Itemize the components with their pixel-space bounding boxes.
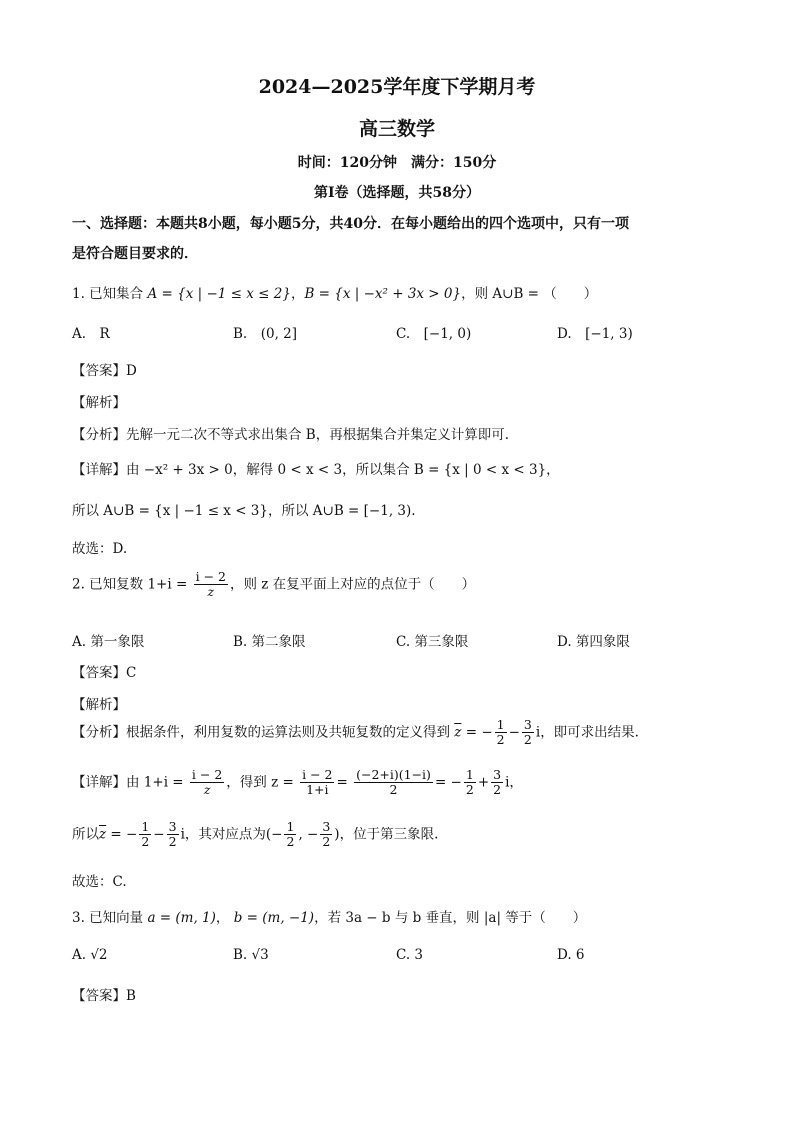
q2-fenxi-post: ，即可求出结果. (540, 724, 639, 741)
q2-option-d: D. 第四象限 (557, 634, 630, 650)
q2-conclusion: 故选：C. (72, 874, 127, 890)
q1-answer (72, 359, 137, 379)
q3-option-c: C. 3 (396, 947, 424, 963)
q2-detail-tag: 【详解】 (72, 774, 126, 791)
q2-frac-three-half: $\frac{3}{2}$ (523, 717, 532, 748)
exam-title: 2024—2025学年度下学期月考 (258, 76, 536, 98)
q2-detail-line2-mid: ，其对应点为 (184, 826, 266, 843)
question-1: 1. 已知集合 A = {x | −1 ≤ x ≤ 2}，B = {x | −x² + 3x > 0}，则 A∪B = （ ） (72, 286, 598, 302)
q1-answer-tag: 【答案】 (72, 363, 126, 379)
q1-option-a: A. R (72, 326, 110, 342)
question-3: 3. 已知向量 a = (m, 1)， b = (m, −1)，若 3a − b 与 b 垂直，则 |a| 等于（ ） (72, 910, 587, 926)
q1-option-b: B. (0, 2] (233, 326, 298, 342)
q3-prefix: 3. 已知向量 (72, 910, 144, 926)
q2-detail-line2-post: ，位于第三象限. (339, 826, 439, 843)
q3-answer-tag: 【答案】 (72, 988, 126, 1004)
q1-fenxi (72, 423, 509, 443)
q2-frac-den: z (207, 584, 215, 600)
q1-detail-line2: 所以 A∪B = {x | −1 ≤ x < 3}，所以 A∪B = [−1, 3). (72, 503, 416, 519)
q1-conclusion: 故选：D. (72, 541, 128, 557)
q2-answer-tag: 【答案】 (72, 665, 126, 681)
q2-fenxi-pre: 根据条件，利用复数的运算法则及共轭复数的定义得到 (126, 724, 450, 741)
q2-answer (72, 661, 136, 681)
q3-option-b: B. √3 (233, 947, 269, 963)
q2-option-a: A. 第一象限 (72, 634, 145, 650)
q3-answer-value: B (126, 988, 136, 1004)
exam-info: 时间：120分钟 满分：150分 (297, 155, 497, 171)
q2-detail: 【详解】由 1+i = $\frac{i - 2}{z}$ ，得到 z = $\frac{i - 2}{1+i}$ = $\frac{(-2+i)(1-i)}{2}$ = − $\frac{1}{2}$ + $\frac{3}{2}$ i， (72, 767, 523, 798)
subject-title: 高三数学 (358, 118, 435, 140)
q1-analysis-tag: 【解析】 (72, 395, 126, 411)
q1-fenxi-tag: 【分析】 (72, 427, 126, 443)
q1-set-b: B = {x | −x² + 3x > 0} (304, 286, 462, 302)
q2-detail-frac2: $\frac{i - 2}{1+i}$ (302, 767, 333, 798)
q1-prefix: 1. 已知集合 (72, 286, 144, 302)
q2-detail-line2-pre: 所以 (72, 826, 99, 843)
q1-suffix: ，则 A∪B = （ ） (461, 286, 598, 302)
q2-frac-half: $\frac{1}{2}$ (496, 717, 505, 748)
q2-frac-num: i − 2 (195, 569, 226, 584)
q2-z-conj: $\overline{z}$ (454, 724, 462, 741)
q2-option-b: B. 第二象限 (233, 634, 306, 650)
q2-detail-mid1: ，得到 z = (226, 774, 294, 791)
q2-answer-value: C (126, 665, 137, 681)
q2-detail-frac1: $\frac{i - 2}{z}$ (191, 767, 223, 798)
q1-set-a: A = {x | −1 ≤ x ≤ 2} (147, 286, 291, 302)
q2-detail-pre: 由 1+i = (126, 774, 184, 791)
q2-detail-frac5: $\frac{3}{2}$ (493, 767, 502, 798)
q1-option-d: D. [−1, 3) (557, 326, 633, 342)
q1-option-c: C. [−1, 0) (396, 326, 472, 342)
q2-prefix: 2. 已知复数 1+i = (72, 576, 188, 593)
q3-mid: ，若 3a − b 与 b 垂直，则 |a| 等于（ ） (314, 910, 587, 926)
q2-detail-frac3: $\frac{(-2+i)(1-i)}{2}$ (356, 767, 431, 798)
q3-option-a: A. √2 (72, 947, 108, 963)
q3-option-d: D. 6 (557, 947, 585, 963)
q3-answer (72, 984, 136, 1004)
q2-analysis-tag: 【解析】 (72, 697, 126, 713)
part1-instructions-line1: 一、选择题：本题共8小题，每小题5分，共40分．在每小题给出的四个选项中，只有一项 (72, 216, 629, 232)
q1-detail (72, 458, 560, 478)
section-title: 第Ⅰ卷（选择题，共58分） (313, 185, 481, 201)
q1-detail-tag: 【详解】 (72, 462, 126, 478)
q2-fenxi-tag: 【分析】 (72, 724, 126, 741)
part1-instructions-line2: 是符合题目要求的． (72, 246, 198, 262)
q3-vector-b: b = (m, −1) (233, 910, 315, 926)
q2-suffix: ，则 z 在复平面上对应的点位于（ ） (229, 576, 476, 593)
q2-option-c: C. 第三象限 (396, 634, 469, 650)
q2-fraction (194, 570, 228, 600)
q2-fenxi: 【分析】根据条件，利用复数的运算法则及共轭复数的定义得到 $\overline{z}$ = − $\frac{1}{2}$ − $\frac{3}{2}$ i，即可求出结果. (72, 717, 639, 748)
q1-detail-line1: 由 −x² + 3x > 0，解得 0 < x < 3，所以集合 B = {x | 0 < x < 3}， (126, 462, 560, 478)
q2-detail-frac4: $\frac{1}{2}$ (465, 767, 474, 798)
q1-fenxi-text: 先解一元二次不等式求出集合 B，再根据集合并集定义计算即可. (126, 427, 510, 443)
question-2 (72, 570, 475, 600)
q3-vector-a: a = (m, 1) (147, 910, 216, 926)
q1-answer-value: D (126, 363, 137, 379)
q2-detail-line2: 所以$\overline{z}$ = − $\frac{1}{2}$ − $\frac{3}{2}$ i，其对应点为(− $\frac{1}{2}$ , − $\frac{3}{2}$ )，位于第三象限. (72, 819, 439, 850)
